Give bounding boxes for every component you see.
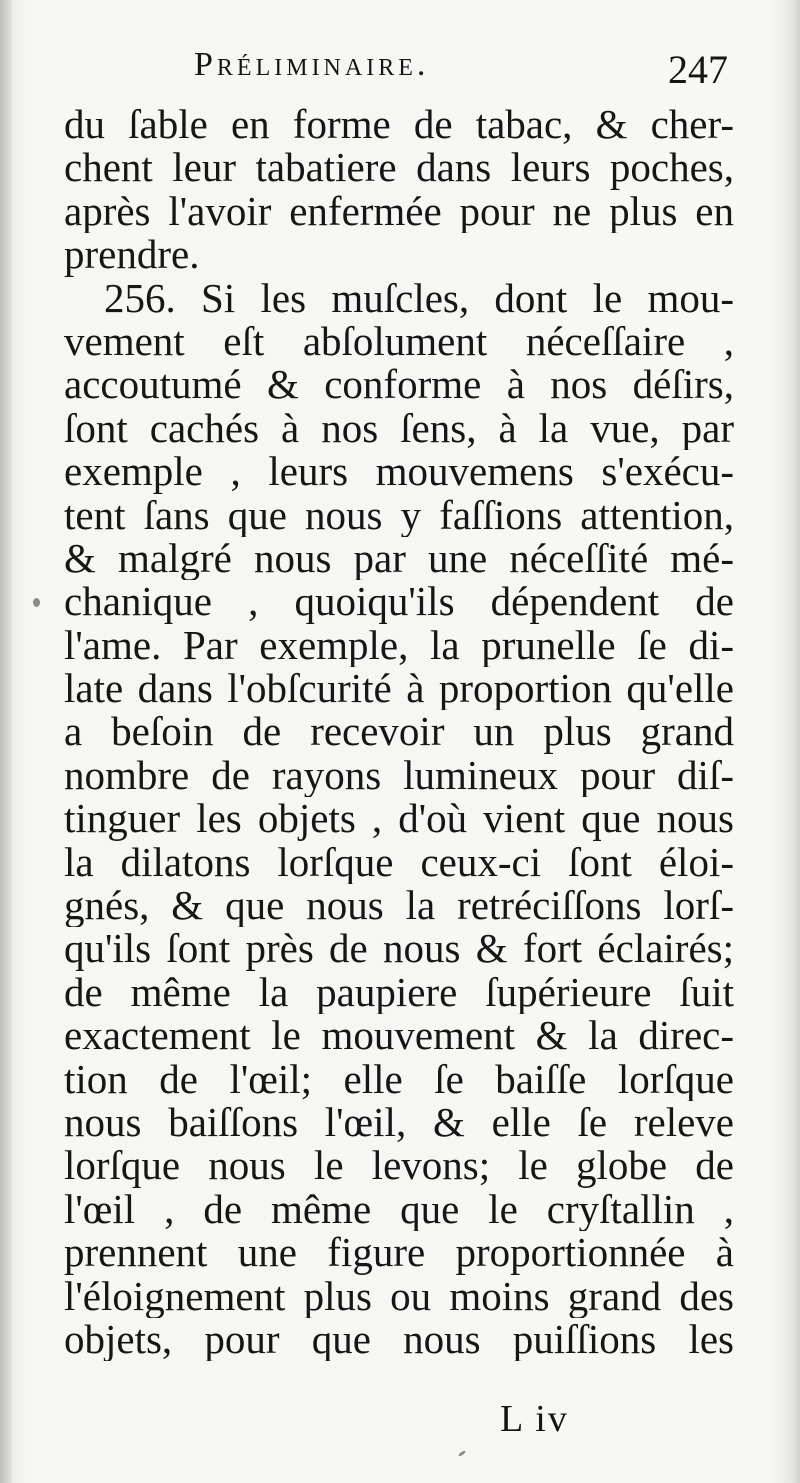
text-line: de même la paupiere ſupérieure ſuit [64,970,734,1015]
text-line: late dans l'obſcurité à proportion qu'elle [64,667,734,711]
text-line: nous baiſſons l'œil, & elle ſe releve [64,1100,734,1145]
text-line: nombre de rayons lumineux pour diſ- [64,753,734,798]
text-line: qu'ils ſont près de nous & fort éclairés; [64,927,734,971]
text-line: prennent une figure proportionnée à [64,1231,734,1275]
text-line: exemple , leurs mouvemens s'exécu- [64,450,734,494]
text-line: du ſable en forme de tabac, & cher- [64,103,734,147]
paragraph-start-line: 256. Si les muſcles, dont le mou- [104,276,734,320]
text-line: gnés, & que nous la retréciſſons lorſ- [64,884,734,928]
text-line: vement eſt abſolument néceſſaire , [64,319,734,364]
text-line: & malgré nous par une néceſſité mé- [64,536,734,581]
text-line: la dilatons lorſque ceux-ci ſont éloi- [64,840,734,885]
text-line: prendre. [64,233,200,277]
page-gutter-shadow [0,0,12,1483]
text-line: l'ame. Par exemple, la prunelle ſe di- [64,623,734,668]
text-line: après l'avoir enfermée pour ne plus en [64,189,734,234]
text-line: chent leur tabatiere dans leurs poches, [64,146,734,190]
signature-mark: L iv [500,1398,569,1440]
text-line: a beſoin de recevoir un plus grand [64,710,734,754]
text-line: l'œil , de même que le cryſtallin , [64,1187,734,1232]
body-text [64,103,734,1361]
text-line: l'éloignement plus ou moins grand des [64,1274,734,1318]
running-title: Préliminaire. [194,46,430,83]
text-line: accoutumé & conforme à nos déſirs, [64,363,734,407]
text-line: tent ſans que nous y faſſions attention, [64,493,734,537]
page-number: 247 [668,47,728,92]
text-line: lorſque nous le levons; le globe de [64,1144,734,1188]
text-line: objets, pour que nous puiſſions les [64,1317,734,1362]
text-line: tion de l'œil; elle ſe baiſſe lorſque [64,1057,734,1101]
text-line: chanique , quoiqu'ils dépendent de [64,580,734,624]
text-line: ſont cachés à nos ſens, à la vue, par [64,406,734,451]
text-line: exactement le mouvement & la direc- [64,1014,734,1058]
paper-speck [33,598,40,607]
text-line: tinguer les objets , d'où vient que nous [64,797,734,841]
page-header [64,42,734,98]
paper-speck [458,1450,466,1457]
